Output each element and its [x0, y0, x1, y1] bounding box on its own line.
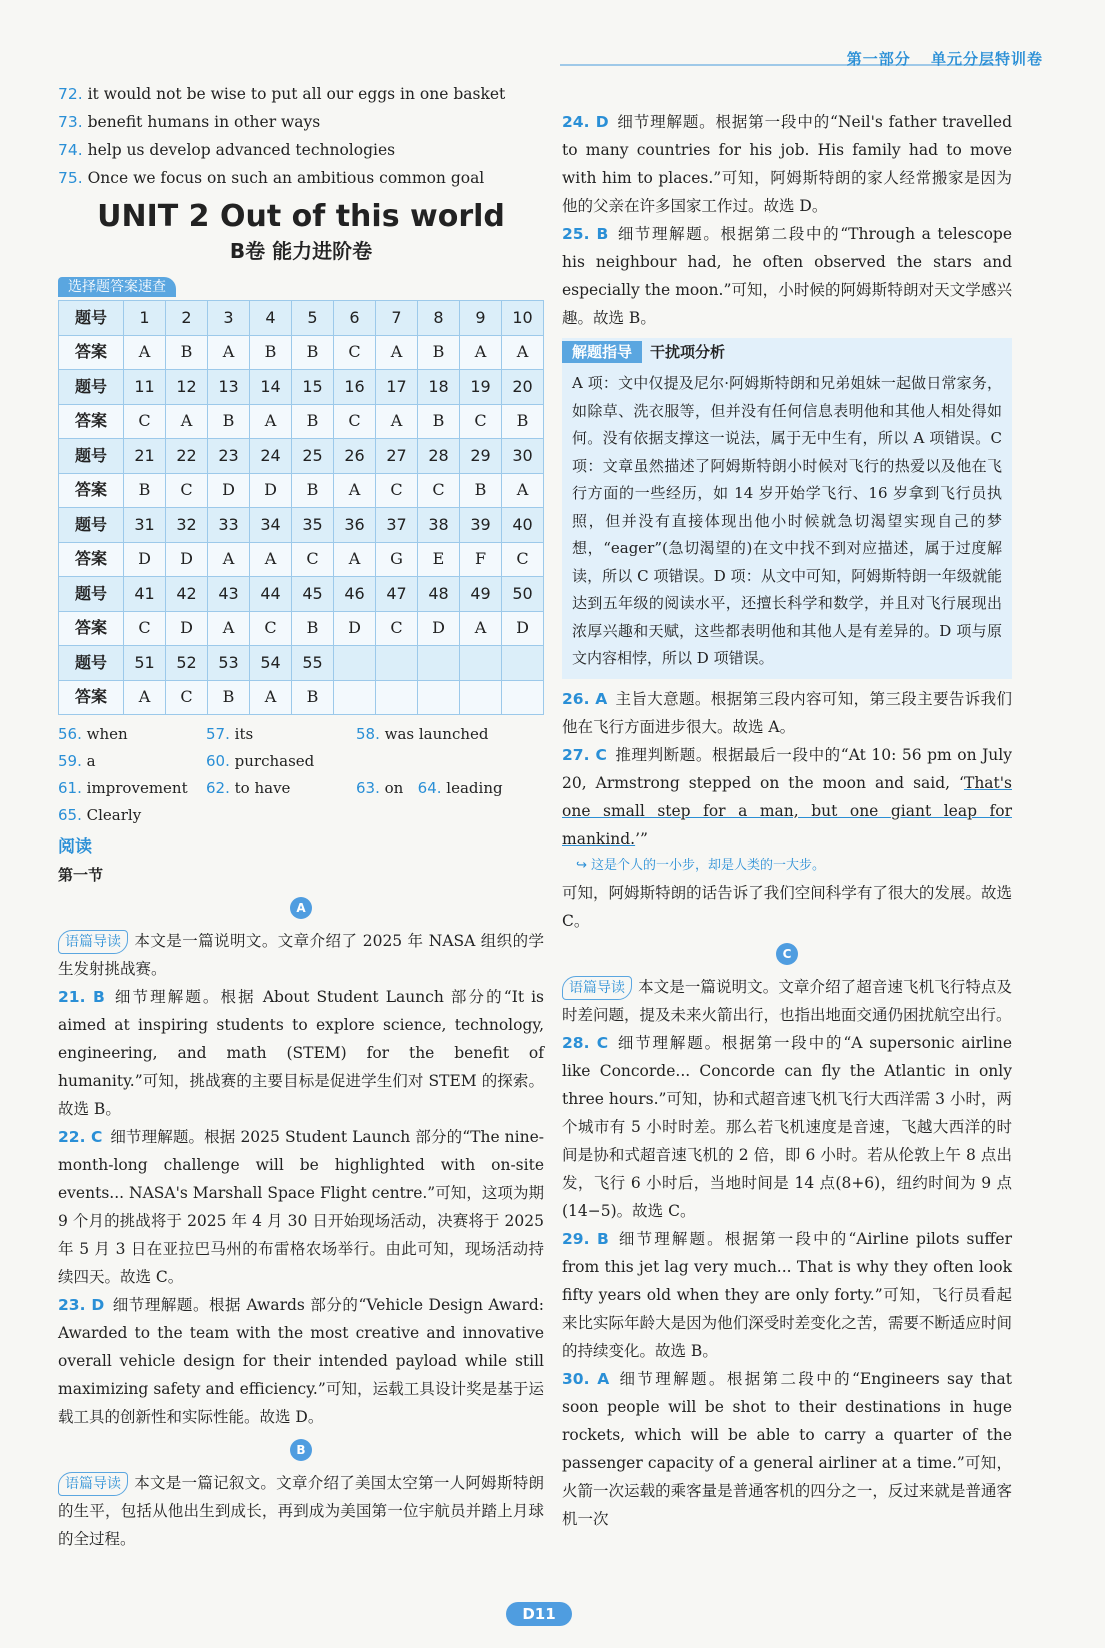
answer-cell: C [460, 404, 502, 439]
answer-cell: D [208, 473, 250, 508]
answer-cell: B [166, 335, 208, 370]
answer-cell: A [460, 335, 502, 370]
right-column [562, 108, 1012, 1533]
question-number-cell: 45 [292, 577, 334, 612]
question-number-cell: 3 [208, 301, 250, 336]
guide-tag: 语篇导读 [562, 976, 632, 1000]
answer-cell: A [502, 335, 544, 370]
section-label: 第一节 [58, 866, 104, 884]
question-number-cell: 53 [208, 646, 250, 681]
answer-cell: C [376, 611, 418, 646]
answer-cell: D [250, 473, 292, 508]
table-row-answer [59, 404, 544, 439]
answer-cell: B [292, 680, 334, 715]
row-header: 答案 [59, 404, 124, 439]
answer-cell: B [418, 404, 460, 439]
question-number-cell: 38 [418, 508, 460, 543]
table-row-answer [59, 473, 544, 508]
question-number-cell: 4 [250, 301, 292, 336]
row-header: 题号 [59, 370, 124, 405]
table-row-question [59, 370, 544, 405]
table-row-answer [59, 611, 544, 646]
question-number-cell: 47 [376, 577, 418, 612]
question-number-cell: 15 [292, 370, 334, 405]
passage-b-guide: 语篇导读 本文是一篇记叙文。文章介绍了美国太空第一人阿姆斯特朗的生平，包括从他出生到成长，再到成为美国第一位宇航员并踏上月球的全过程。 [58, 1474, 544, 1548]
row-header: 答案 [59, 473, 124, 508]
question-number-cell: 36 [334, 508, 376, 543]
question-number-cell: 5 [292, 301, 334, 336]
question-number-cell: 34 [250, 508, 292, 543]
answer-cell: C [166, 680, 208, 715]
top-answers [58, 80, 544, 192]
question-24: 24. D 细节理解题。根据第一段中的“Neil's father travelled to many countries for his job. His family had to move with him to places.”可知，阿姆斯特朗的家人经常搬家是因为他的父亲在许多国家工作过。故选 D。 [562, 113, 1013, 215]
table-row-answer [59, 542, 544, 577]
header-title: 单元分层特训卷 [930, 50, 1043, 68]
reading-title: 阅读 [58, 837, 92, 857]
answer-cell: D [124, 542, 166, 577]
fill-answers [58, 721, 544, 829]
question-number-cell: 42 [166, 577, 208, 612]
question-number-cell [334, 646, 376, 681]
question-27: 27. C 推理判断题。根据最后一段中的“At 10: 56 pm on July 20, Armstrong stepped on the moon and said, ‘That's one small step for a man, but one giant leap for mankind.’” [562, 745, 1012, 848]
answer-cell: B [418, 335, 460, 370]
answer-cell [418, 680, 460, 715]
question-number-cell: 19 [460, 370, 502, 405]
answer-cell: C [124, 404, 166, 439]
fill-item: 60. purchased [206, 752, 315, 770]
answer-cell [376, 680, 418, 715]
answer-cell: A [208, 335, 250, 370]
running-header [833, 48, 1043, 69]
passage-a-marker: A [290, 897, 312, 919]
question-number-cell: 41 [124, 577, 166, 612]
answer-cell: A [376, 335, 418, 370]
answer-cell: A [250, 542, 292, 577]
question-number-cell: 14 [250, 370, 292, 405]
answer-cell: C [502, 542, 544, 577]
answer-cell [502, 680, 544, 715]
question-number-cell: 51 [124, 646, 166, 681]
left-column [58, 80, 544, 1553]
fill-item: 61. improvement [58, 779, 188, 797]
answer-cell: B [502, 404, 544, 439]
answer-cell: A [124, 335, 166, 370]
answer-cell: E [418, 542, 460, 577]
answer-cell: F [460, 542, 502, 577]
key-quote: That's one small step for a man, but one giant leap for mankind. [562, 773, 1012, 848]
row-header: 答案 [59, 680, 124, 715]
answer-cell: B [208, 404, 250, 439]
row-header: 题号 [59, 646, 124, 681]
answer-cell: B [124, 473, 166, 508]
question-25: 25. B 细节理解题。根据第二段中的“Through a telescope his neighbour had, he often observed the stars and especially the moon.”可知，小时候的阿姆斯特朗对天文学感兴趣。故选 B。 [562, 225, 1012, 327]
passage-c-marker: C [776, 943, 798, 965]
question-number-cell: 2 [166, 301, 208, 336]
answer-cell: C [376, 473, 418, 508]
row-header: 题号 [59, 508, 124, 543]
fill-item [356, 748, 546, 775]
question-number-cell: 24 [250, 439, 292, 474]
question-number-cell: 30 [502, 439, 544, 474]
question-23: 23. D 细节理解题。根据 Awards 部分的“Vehicle Design Award: Awarded to the team with the most creative and innovative overall vehicle design for their intended payload while still maximizing safety and efficiency.”可知，运载工具设计奖是基于运载工具的创新性和实际性能。故选 D。 [58, 1296, 544, 1426]
answer-cell: C [334, 404, 376, 439]
answer-cell: C [166, 473, 208, 508]
question-number-cell: 49 [460, 577, 502, 612]
row-header: 题号 [59, 301, 124, 336]
answer-cell: A [376, 404, 418, 439]
question-number-cell: 32 [166, 508, 208, 543]
question-number-cell: 40 [502, 508, 544, 543]
answer-cell: A [460, 611, 502, 646]
question-number-cell: 43 [208, 577, 250, 612]
answer-cell: D [502, 611, 544, 646]
question-number-cell [418, 646, 460, 681]
answer-cell: D [418, 611, 460, 646]
answer-cell: C [292, 542, 334, 577]
table-row-question [59, 508, 544, 543]
question-number-cell: 37 [376, 508, 418, 543]
question-22: 22. C 细节理解题。根据 2025 Student Launch 部分的“The nine-month-long challenge will be highlighted with on-site events... NASA's Marshall Space Flight centre.”可知，这项为期 9 个月的挑战将于 2025 年 4 月 30 日开始现场活动，决赛将于 2025 年 5 月 3 日在亚拉巴马州的布雷格农场举行。由此可知，现场活动持续四天。故选 C。 [58, 1128, 544, 1286]
answer-cell: B [208, 680, 250, 715]
question-number-cell: 31 [124, 508, 166, 543]
question-26: 26. A 主旨大意题。根据第三段内容可知，第三段主要告诉我们他在飞行方面进步很大。故选 A。 [562, 689, 1012, 736]
question-number-cell: 17 [376, 370, 418, 405]
question-number-cell: 22 [166, 439, 208, 474]
fill-item: 57. its [206, 725, 254, 743]
fill-item: 62. to have [206, 779, 291, 797]
passage-c-guide: 语篇导读 本文是一篇说明文。文章介绍了超音速飞机飞行特点及时差问题，提及未来火箭出行，也指出地面交通仍困扰航空出行。 [562, 977, 1012, 1024]
question-number-cell: 44 [250, 577, 292, 612]
answer-cell: G [376, 542, 418, 577]
analysis-text: A 项：文中仅提及尼尔·阿姆斯特朗和兄弟姐妹一起做日常家务，如除草、洗衣服等，但并没有任何信息表明他和其他人相处得如何。没有依据支撑这一说法，属于无中生有，所以 A 项错误。C 项：文章虽然描述了阿姆斯特朗小时候对飞行的热爱以及他在飞行方面的一些经历，如 14 岁开始学飞行、16 岁拿到飞行员执照，但并没有直接体现出他小时候就急切渴望实现自己的梦想，“eager”(急切渴望的)在文中找不到对应描述，属于过度解读，所以 C 项错误。D 项：从文中可知，阿姆斯特朗一年级就能达到五年级的阅读水平，还擅长科学和数学，并且对飞行展现出浓厚兴趣和天赋，这些都表明他和其他人是有差异的。D 项与原文内容相悖，所以 D 项错误。 [572, 374, 1002, 667]
question-number-cell [376, 646, 418, 681]
question-number-cell: 46 [334, 577, 376, 612]
answer-cell: D [166, 542, 208, 577]
question-number-cell: 52 [166, 646, 208, 681]
question-number-cell: 23 [208, 439, 250, 474]
question-number-cell: 27 [376, 439, 418, 474]
question-number-cell: 21 [124, 439, 166, 474]
answer-line: 73. benefit humans in other ways [58, 113, 321, 131]
table-row-question [59, 577, 544, 612]
question-29: 29. B 细节理解题。根据第一段中的“Airline pilots suffer from this jet lag very much... That is why they often look fifty years old when they are only forty.”可知，飞行员看起来比实际年龄大是因为他们深受时差变化之苦，需要不断适应时间的持续变化。故选 B。 [562, 1229, 1013, 1360]
question-number-cell [460, 646, 502, 681]
question-number-cell: 7 [376, 301, 418, 336]
row-header: 答案 [59, 542, 124, 577]
question-number-cell: 25 [292, 439, 334, 474]
translation-note: ↪ 这是个人的一小步，却是人类的一大步。 [576, 857, 826, 873]
question-number-cell: 6 [334, 301, 376, 336]
header-part: 第一部分 [846, 50, 911, 68]
row-header: 答案 [59, 611, 124, 646]
answer-cell: D [166, 611, 208, 646]
answer-cell: A [250, 680, 292, 715]
answer-cell: A [250, 404, 292, 439]
question-number-cell: 26 [334, 439, 376, 474]
answer-table-label: 选择题答案速查 [58, 277, 176, 297]
question-number-cell: 18 [418, 370, 460, 405]
answer-line: 72. it would not be wise to put all our eggs in one basket [58, 85, 506, 103]
table-row-answer [59, 680, 544, 715]
table-row-question [59, 439, 544, 474]
answer-cell [460, 680, 502, 715]
question-number-cell: 33 [208, 508, 250, 543]
unit-title: UNIT 2 Out of this world [97, 199, 505, 234]
answer-cell: A [334, 542, 376, 577]
question-number-cell: 13 [208, 370, 250, 405]
question-number-cell: 10 [502, 301, 544, 336]
question-number-cell: 12 [166, 370, 208, 405]
answer-cell [334, 680, 376, 715]
answer-cell: A [166, 404, 208, 439]
answer-cell: B [292, 611, 334, 646]
table-row-answer [59, 335, 544, 370]
question-number-cell: 55 [292, 646, 334, 681]
question-number-cell: 29 [460, 439, 502, 474]
answer-cell: B [292, 473, 334, 508]
fill-item: 59. a [58, 752, 96, 770]
fill-item: 56. when [58, 725, 128, 743]
distractor-analysis [562, 338, 1012, 679]
question-number-cell: 39 [460, 508, 502, 543]
answer-cell: B [250, 335, 292, 370]
answer-line: 75. Once we focus on such an ambitious common goal [58, 169, 485, 187]
question-number-cell: 11 [124, 370, 166, 405]
answer-line: 74. help us develop advanced technologies [58, 141, 396, 159]
answer-cell: C [334, 335, 376, 370]
passage-b-marker: B [290, 1439, 312, 1461]
question-28: 28. C 细节理解题。根据第一段中的“A supersonic airline like Concorde... Concorde can fly the Atlantic in only three hours.”可知，协和式超音速飞机飞行大西洋需 3 小时，两个城市有 5 小时时差。那么若飞机速度是音速，飞越大西洋的时间是协和式超音速飞机的 2 倍，即 6 小时。若从伦敦上午 8 点出发，飞行 6 小时后，当地时间是 14 点(8+6)，纽约时间为 9 点(14−5)。故选 C。 [562, 1033, 1013, 1220]
passage-a-guide: 语篇导读 本文是一篇说明文。文章介绍了 2025 年 NASA 组织的学生发射挑战赛。 [58, 932, 544, 978]
unit-subtitle: B卷 能力进阶卷 [229, 239, 373, 263]
row-header: 题号 [59, 439, 124, 474]
answer-table [58, 300, 544, 715]
answer-cell: C [418, 473, 460, 508]
answer-cell: C [250, 611, 292, 646]
question-number-cell: 9 [460, 301, 502, 336]
table-row-question [59, 646, 544, 681]
fill-item: 58. was launched [356, 725, 489, 743]
question-number-cell [502, 646, 544, 681]
analysis-title: 干扰项分析 [650, 343, 726, 361]
question-number-cell: 16 [334, 370, 376, 405]
answer-cell: A [208, 542, 250, 577]
question-27-conclusion: 可知，阿姆斯特朗的话告诉了我们空间科学有了很大的发展。故选 C。 [562, 883, 1012, 930]
page-number: D11 [506, 1602, 572, 1626]
analysis-tag: 解题指导 [562, 341, 642, 363]
answer-cell: A [208, 611, 250, 646]
fill-item: 63. on 64. leading [356, 779, 503, 797]
question-number-cell: 48 [418, 577, 460, 612]
answer-cell: D [334, 611, 376, 646]
answer-cell: B [292, 335, 334, 370]
fill-item: 65. Clearly [58, 806, 142, 824]
answer-cell: B [292, 404, 334, 439]
question-number-cell: 8 [418, 301, 460, 336]
answer-cell: C [124, 611, 166, 646]
guide-tag: 语篇导读 [58, 930, 128, 954]
answer-cell: B [460, 473, 502, 508]
question-number-cell: 50 [502, 577, 544, 612]
analysis-header [562, 338, 1012, 366]
answer-cell: A [502, 473, 544, 508]
question-number-cell: 1 [124, 301, 166, 336]
question-number-cell: 35 [292, 508, 334, 543]
question-number-cell: 28 [418, 439, 460, 474]
row-header: 题号 [59, 577, 124, 612]
question-number-cell: 20 [502, 370, 544, 405]
answer-cell: A [334, 473, 376, 508]
table-row-question [59, 301, 544, 336]
row-header: 答案 [59, 335, 124, 370]
question-21: 21. B 细节理解题。根据 About Student Launch 部分的“It is aimed at inspiring students to explore science, technology, engineering, and math (STEM) for the benefit of humanity.”可知，挑战赛的主要目标是促进学生们对 STEM 的探索。故选 B。 [58, 988, 544, 1118]
guide-tag: 语篇导读 [58, 1472, 128, 1496]
answer-cell: A [124, 680, 166, 715]
question-number-cell: 54 [250, 646, 292, 681]
question-30: 30. A 细节理解题。根据第二段中的“Engineers say that soon people will be shot to their destinations in huge rockets, which will be able to carry a quarter of the passenger capacity of a general airliner at a time.”可知，火箭一次运载的乘客量是普通客机的四分之一，反过来就是普通客机一次 [562, 1369, 1012, 1528]
